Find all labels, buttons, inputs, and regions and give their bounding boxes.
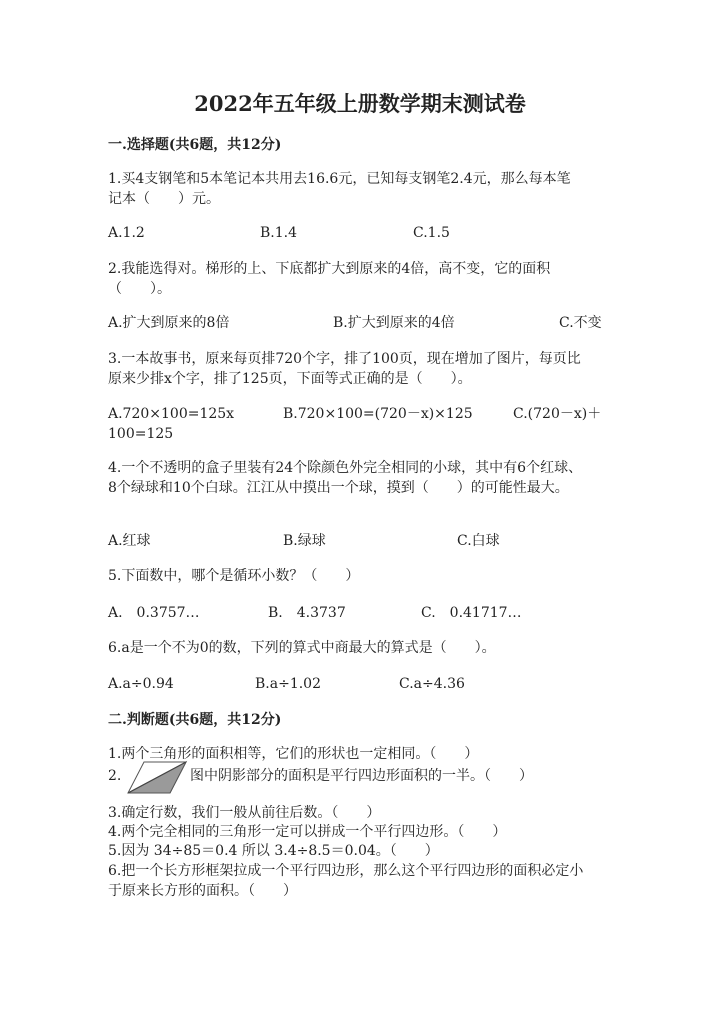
parallelogram-figure [126, 759, 188, 795]
question-5-line-1: 5.下面数中，哪个是循环小数？（ ） [108, 568, 360, 584]
question-4-line-2: 8个绿球和10个白球。江江从中摸出一个球，摸到（ ）的可能性最大。 [108, 480, 569, 496]
question-1-option-c: C.1.5 [413, 225, 450, 241]
section-heading-judge: 二.判断题(共6题，共12分) [108, 712, 282, 728]
question-6-option-a: A.a÷0.94 [108, 676, 174, 692]
question-3-line-1: 3.一本故事书，原来每页排720个字，排了100页，现在增加了图片，每页比 [108, 351, 581, 367]
question-3-option-b: B.720×100=(720－x)×125 [283, 406, 473, 422]
judge-item-2-text: 图中阴影部分的面积是平行四边形面积的一半。（ ） [190, 768, 533, 784]
question-2-option-b: B.扩大到原来的4倍 [333, 315, 455, 331]
question-4-option-c: C.白球 [457, 533, 500, 549]
question-1-line-1: 1.买4支钢笔和5本笔记本共用去16.6元，已知每支钢笔2.4元，那么每本笔 [108, 171, 571, 187]
question-1-option-b: B.1.4 [260, 225, 298, 241]
question-3-option-a: A.720×100=125x [108, 406, 235, 422]
question-4-line-1: 4.一个不透明的盒子里装有24个除颜色外完全相同的小球，其中有6个红球、 [108, 460, 583, 476]
question-1-line-2: 记本（ ）元。 [108, 191, 220, 207]
question-4-option-b: B.绿球 [283, 533, 326, 549]
judge-item-6-line-1: 6.把一个长方形框架拉成一个平行四边形，那么这个平行四边形的面积必定小 [108, 863, 584, 879]
question-3-option-c: C.(720－x)＋ [513, 406, 602, 422]
judge-item-3: 3.确定行数，我们一般从前往后数。（ ） [108, 805, 381, 821]
judge-item-1: 1.两个三角形的面积相等，它们的形状也一定相同。（ ） [108, 746, 479, 762]
section-heading-choice: 一.选择题(共6题，共12分) [108, 137, 282, 153]
judge-item-5: 5.因为 34÷85＝0.4 所以 3.4÷8.5＝0.04。（ ） [108, 843, 439, 859]
question-5-option-c: C. 0.41717… [421, 605, 522, 621]
question-6-option-c: C.a÷4.36 [399, 676, 465, 692]
judge-item-2-number: 2. [108, 768, 122, 784]
question-6-option-b: B.a÷1.02 [255, 676, 321, 692]
page-title: 2022年五年级上册数学期末测试卷 [194, 91, 526, 116]
question-2-option-a: A.扩大到原来的8倍 [108, 315, 230, 331]
question-2-option-c: C.不变 [559, 315, 602, 331]
question-6-line-1: 6.a是一个不为0的数，下列的算式中商最大的算式是（ ）。 [108, 640, 496, 656]
question-2-line-2: （ ）。 [108, 281, 171, 297]
question-3-line-2: 原来少排x个字，排了125页，下面等式正确的是（ ）。 [108, 371, 472, 387]
question-4-option-a: A.红球 [108, 533, 151, 549]
question-5-option-a: A. 0.3757… [108, 605, 200, 621]
question-5-option-b: B. 4.3737 [268, 605, 346, 621]
question-3-option-c-continued: 100=125 [108, 426, 174, 442]
judge-item-6-line-2: 于原来长方形的面积。（ ） [108, 883, 297, 899]
question-2-line-1: 2.我能选得对。梯形的上、下底都扩大到原来的4倍，高不变，它的面积 [108, 261, 551, 277]
question-1-option-a: A.1.2 [108, 225, 145, 241]
judge-item-4: 4.两个完全相同的三角形一定可以拼成一个平行四边形。（ ） [108, 824, 507, 840]
